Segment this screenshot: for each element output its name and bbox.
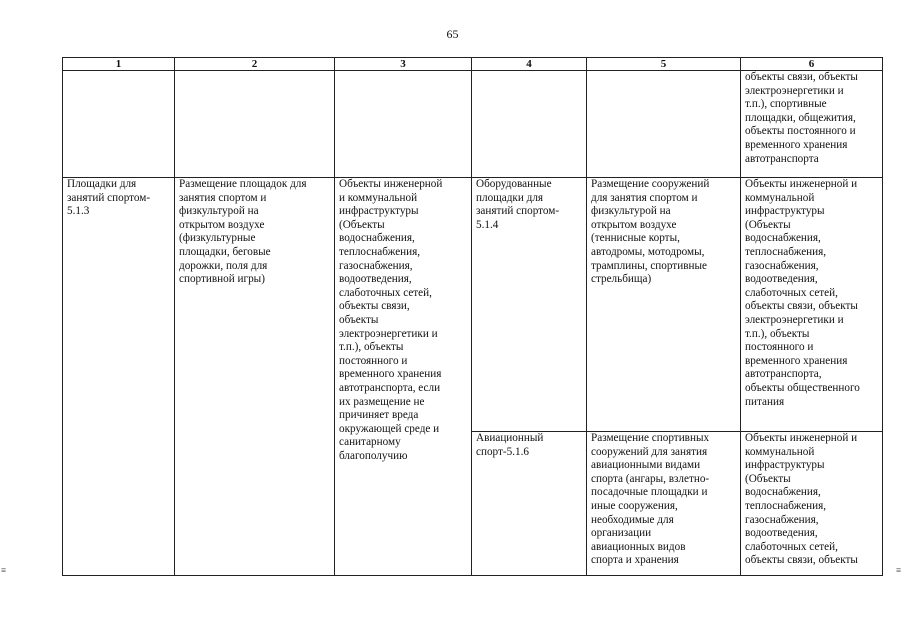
table-cell-empty xyxy=(63,71,175,178)
table-cell-empty xyxy=(175,71,335,178)
table-cell-empty xyxy=(587,71,741,178)
cell-text: Объекты инженерной и коммунальной инфраструктуры (Объекты водоснабжения, теплоснабжения, газоснабжения, водоотведения, слаботочных сетей, объекты связи, объекты xyxy=(745,432,858,567)
table-cell-conditional-use-description xyxy=(587,432,741,576)
table-cell-land-use-name xyxy=(63,178,175,576)
cell-text: Размещение площадок для занятия спортом и физкультурой на открытом воздухе (физкультурные площадки, беговые дорожки, поля для спортивной игры) xyxy=(179,178,307,286)
left-edge-mark: ≡ xyxy=(1,565,7,575)
column-header-1: 1 xyxy=(63,58,175,71)
column-header-5: 5 xyxy=(587,58,741,71)
table-row-sports-grounds xyxy=(63,178,883,432)
cell-text: объекты связи, объекты электроэнергетики и т.п.), спортивные площадки, общежития, объекты постоянного и временного хранения автотранспорта xyxy=(745,71,858,165)
table-cell-conditional-use-name xyxy=(472,432,587,576)
table-cell-conditional-use-name xyxy=(472,178,587,432)
table-cell-empty xyxy=(335,71,472,178)
cell-text: Площадки для занятий спортом- 5.1.3 xyxy=(67,178,151,218)
land-use-table xyxy=(62,57,883,576)
column-header-3: 3 xyxy=(335,58,472,71)
cell-text: Размещение сооружений для занятия спортом и физкультурой на открытом воздухе (теннисные корты, автодромы, мотодромы, трамплины, спортивные стрельбища) xyxy=(591,178,710,286)
table-cell-empty xyxy=(472,71,587,178)
table-header-row xyxy=(63,58,883,71)
page-number: 65 xyxy=(446,27,459,41)
table-cell-conditional-auxiliary-uses xyxy=(741,432,883,576)
cell-text: Объекты инженерной и коммунальной инфраструктуры (Объекты водоснабжения, теплоснабжения, газоснабжения, водоотведения, слаботочных сетей, объекты связи, объекты электроэнергетики и т.п.), объекты постоянного и временного хранения автотранспорта, объекты общественного питания xyxy=(745,178,860,408)
table-cell-land-use-description xyxy=(175,178,335,576)
right-edge-mark: ≡ xyxy=(896,565,902,575)
cell-text: Объекты инженерной и коммунальной инфраструктуры (Объекты водоснабжения, теплоснабжения, газоснабжения, водоотведения, слаботочных сетей, объекты связи, объекты электроэнергетики и т.п.), объекты постоянного и временного хранения автотранспорта, если их размещение не причиняет вреда окружающей среде и санитарному благополучию xyxy=(339,178,443,462)
table-cell-auxiliary-uses-continued xyxy=(741,71,883,178)
table-row-continuation xyxy=(63,71,883,178)
table-cell-conditional-auxiliary-uses xyxy=(741,178,883,432)
cell-text: Размещение спортивных сооружений для занятия авиационными видами спорта (ангары, взлетно- посадочные площадки и иные сооружения, необходимые для организации авиационных видов спорта и хранения xyxy=(591,432,710,567)
cell-text: Оборудованные площадки для занятий спортом- 5.1.4 xyxy=(476,178,560,231)
column-header-4: 4 xyxy=(472,58,587,71)
table-cell-auxiliary-uses xyxy=(335,178,472,576)
table-cell-conditional-use-description xyxy=(587,178,741,432)
column-header-2: 2 xyxy=(175,58,335,71)
column-header-6: 6 xyxy=(741,58,883,71)
cell-text: Авиационный спорт-5.1.6 xyxy=(476,432,544,458)
